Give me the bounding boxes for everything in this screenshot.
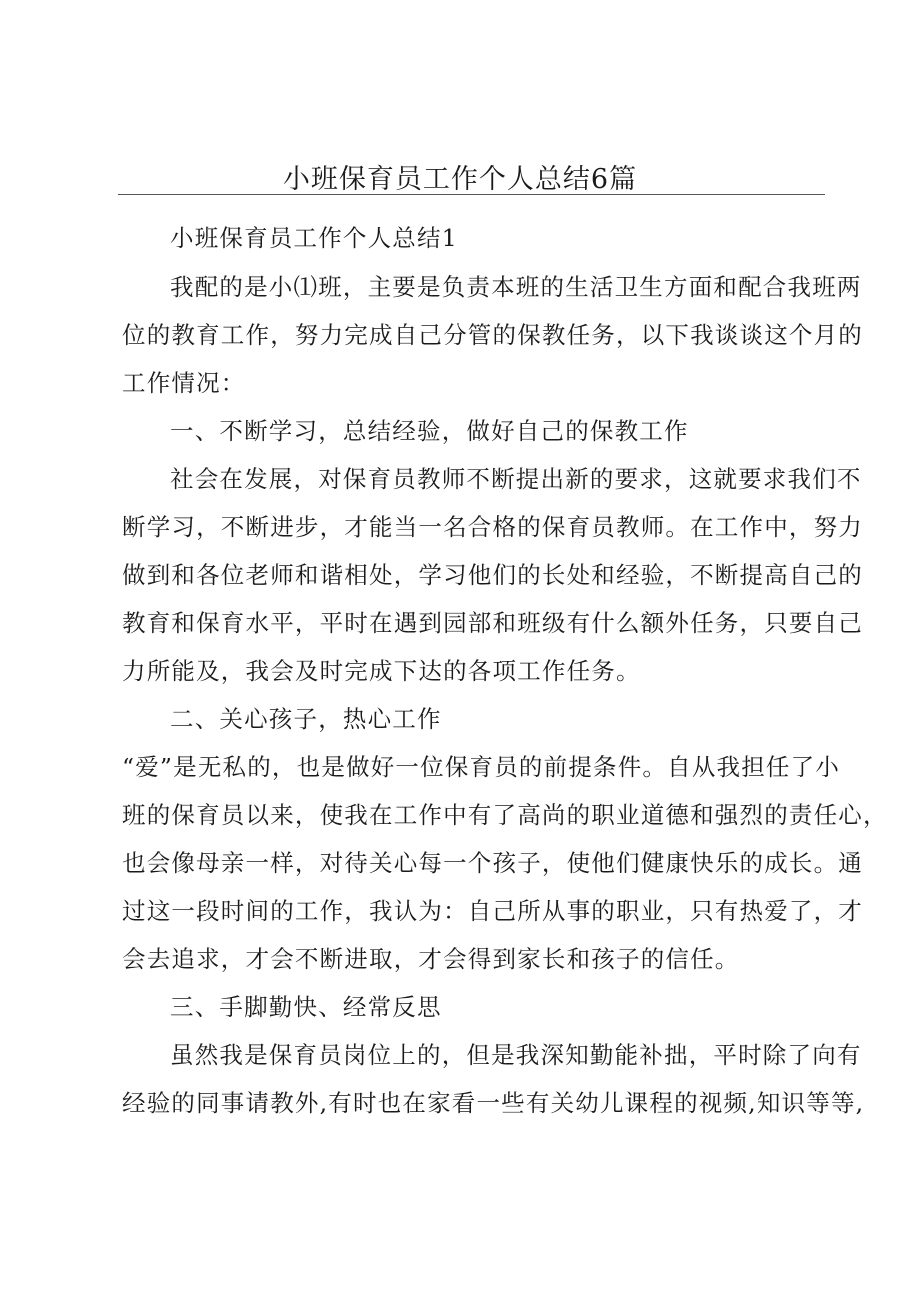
section-heading: 小班保育员工作个人总结1 bbox=[170, 224, 458, 252]
paragraph-line: 工作情况： bbox=[122, 369, 246, 397]
paragraph-line: 力所能及，我会及时完成下达的各项工作任务。 bbox=[122, 657, 641, 685]
paragraph-line: “爱”是无私的，也是做好一位保育员的前提条件。自从我担任了小 bbox=[122, 753, 841, 781]
section-heading: 二、关心孩子，热心工作 bbox=[170, 705, 442, 733]
paragraph-line: 经验的同事请教外,有时也在家看一些有关幼儿课程的视频,知识等等, bbox=[122, 1089, 865, 1117]
document-title: 小班保育员工作个人总结6篇 bbox=[282, 164, 638, 195]
paragraph-line: 教育和保育水平，平时在遇到园部和班级有什么额外任务，只要自己 bbox=[122, 609, 863, 637]
paragraph-line: 位的教育工作，努力完成自己分管的保教任务，以下我谈谈这个月的 bbox=[122, 321, 863, 349]
section-heading: 三、手脚勤快、经常反思 bbox=[170, 993, 442, 1021]
paragraph-line: 会去追求，才会不断进取，才会得到家长和孩子的信任。 bbox=[122, 945, 740, 973]
paragraph-line: 班的保育员以来，使我在工作中有了高尚的职业道德和强烈的责任心， bbox=[122, 801, 888, 829]
section-heading: 一、不断学习，总结经验，做好自己的保教工作 bbox=[170, 417, 689, 445]
paragraph-line: 做到和各位老师和谐相处，学习他们的长处和经验，不断提高自己的 bbox=[122, 561, 863, 589]
paragraph-line: 也会像母亲一样，对待关心每一个孩子，使他们健康快乐的成长。通 bbox=[122, 849, 863, 877]
title-underline bbox=[118, 194, 825, 195]
paragraph-line: 社会在发展，对保育员教师不断提出新的要求，这就要求我们不 bbox=[170, 465, 862, 493]
paragraph-line: 虽然我是保育员岗位上的，但是我深知勤能补拙，平时除了向有 bbox=[170, 1041, 862, 1069]
paragraph-line: 断学习，不断进步，才能当一名合格的保育员教师。在工作中，努力 bbox=[122, 513, 863, 541]
paragraph-line: 我配的是小⑴班，主要是负责本班的生活卫生方面和配合我班两 bbox=[170, 273, 862, 301]
paragraph-line: 过这一段时间的工作，我认为：自己所从事的职业，只有热爱了，才 bbox=[122, 897, 863, 925]
